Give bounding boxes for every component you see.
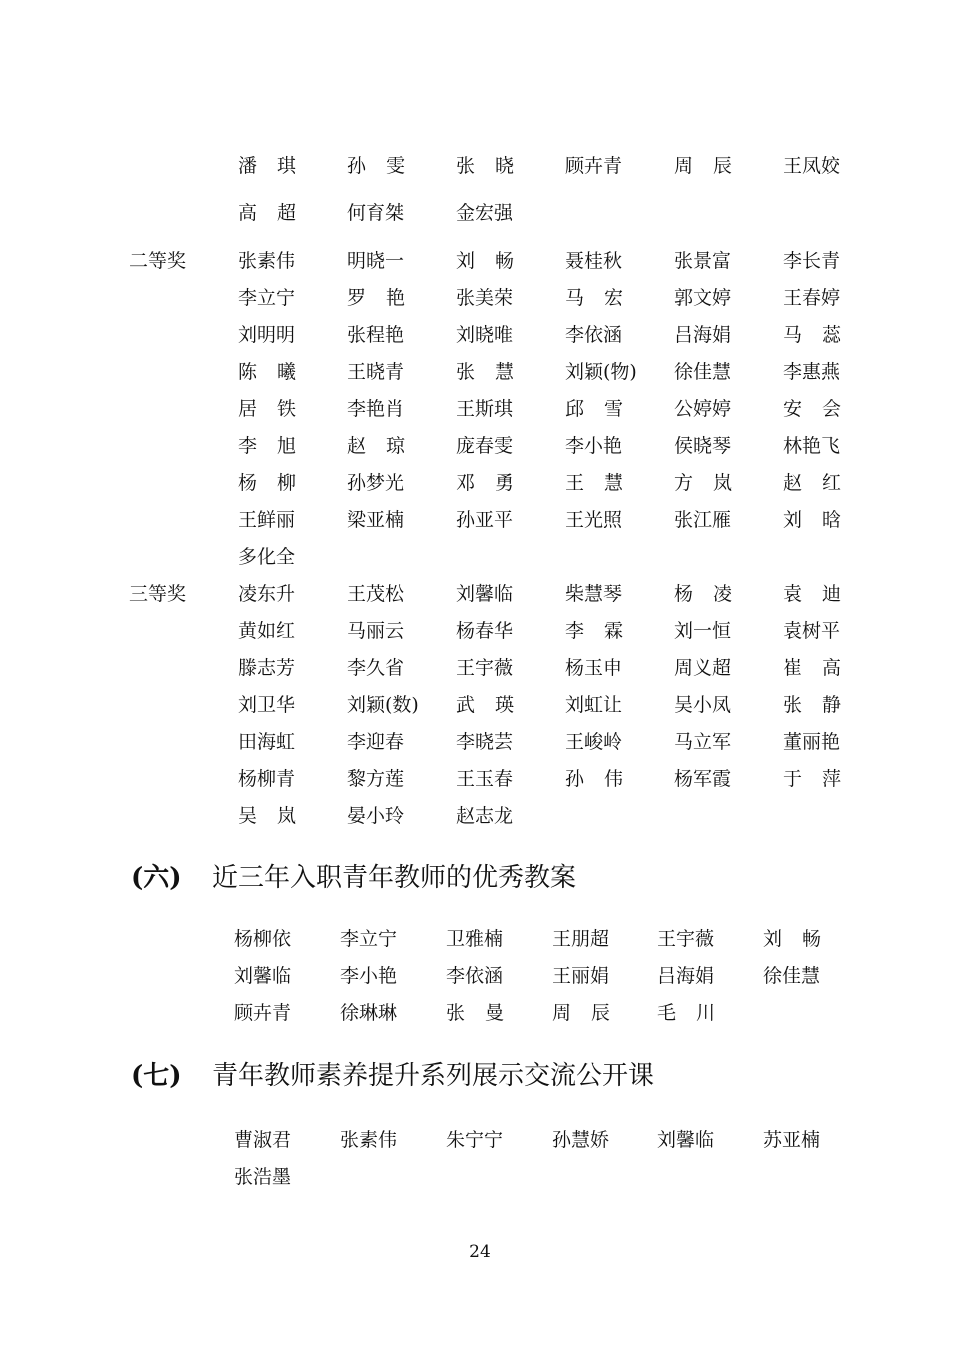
name-entry: 王春婷	[783, 287, 841, 309]
name-entry: 王宇薇	[456, 657, 514, 679]
name-entry: 马 蕊	[783, 324, 841, 346]
name-entry: 潘 琪	[238, 155, 296, 177]
name-entry: 庞春雯	[456, 435, 514, 457]
name-entry: 徐琳琳	[340, 1002, 398, 1024]
name-entry: 李久省	[347, 657, 405, 679]
name-entry: 刘晓唯	[456, 324, 514, 346]
name-entry: 王宇薇	[657, 928, 715, 950]
name-entry: 邱 雪	[565, 398, 623, 420]
name-entry: 杨柳青	[238, 768, 296, 790]
section-title: 近三年入职青年教师的优秀教案	[212, 863, 577, 893]
name-entry: 王晓青	[347, 361, 405, 383]
name-entry: 晏小玲	[347, 805, 405, 827]
name-entry: 刘 畅	[763, 928, 821, 950]
name-entry: 刘 畅	[456, 250, 514, 272]
name-entry: 李立宁	[238, 287, 296, 309]
name-entry: 朱宁宁	[446, 1129, 504, 1151]
name-entry: 杨 柳	[238, 472, 296, 494]
name-entry: 罗 艳	[347, 287, 405, 309]
name-entry: 王鲜丽	[238, 509, 296, 531]
name-entry: 周义超	[674, 657, 732, 679]
name-entry: 安 会	[783, 398, 841, 420]
name-entry: 崔 高	[783, 657, 841, 679]
name-entry: 李晓芸	[456, 731, 514, 753]
name-entry: 王光照	[565, 509, 623, 531]
name-entry: 吕海娟	[657, 965, 715, 987]
name-entry: 刘卫华	[238, 694, 296, 716]
name-entry: 侯晓琴	[674, 435, 732, 457]
name-entry: 马 宏	[565, 287, 623, 309]
name-entry: 刘馨临	[456, 583, 514, 605]
section-7-heading	[0, 1056, 960, 1096]
name-entry: 李迎春	[347, 731, 405, 753]
name-entry: 刘一恒	[674, 620, 732, 642]
name-entry: 马立军	[674, 731, 732, 753]
name-entry: 李艳肖	[347, 398, 405, 420]
name-entry: 周 辰	[552, 1002, 610, 1024]
name-entry: 杨柳依	[234, 928, 292, 950]
name-entry: 顾卉青	[234, 1002, 292, 1024]
name-entry: 刘颖(数)	[347, 694, 419, 716]
name-entry: 王丽娟	[552, 965, 610, 987]
name-entry: 何育桀	[347, 202, 405, 224]
name-entry: 张 晓	[456, 155, 514, 177]
name-entry: 李立宁	[340, 928, 398, 950]
prize-label-third: 三等奖	[129, 583, 187, 605]
name-entry: 李依涵	[565, 324, 623, 346]
name-entry: 方 岚	[674, 472, 732, 494]
name-entry: 马丽云	[347, 620, 405, 642]
name-entry: 王 慧	[565, 472, 623, 494]
name-entry: 杨军霞	[674, 768, 732, 790]
name-entry: 居 铁	[238, 398, 296, 420]
name-entry: 公婷婷	[674, 398, 732, 420]
name-entry: 孙慧娇	[552, 1129, 610, 1151]
name-entry: 吴小凤	[674, 694, 732, 716]
name-entry: 王斯琪	[456, 398, 514, 420]
name-entry: 赵志龙	[456, 805, 514, 827]
name-entry: 赵 琼	[347, 435, 405, 457]
name-entry: 金宏强	[456, 202, 514, 224]
name-entry: 高 超	[238, 202, 296, 224]
name-entry: 李依涵	[446, 965, 504, 987]
name-entry: 张程艳	[347, 324, 405, 346]
page-number: 24	[469, 1242, 491, 1262]
name-entry: 林艳飞	[783, 435, 841, 457]
name-entry: 多化全	[238, 546, 296, 568]
section-title: 青年教师素养提升系列展示交流公开课	[212, 1061, 655, 1091]
name-entry: 王凤姣	[783, 155, 841, 177]
name-entry: 邓 勇	[456, 472, 514, 494]
name-entry: 张美荣	[456, 287, 514, 309]
name-entry: 王朋超	[552, 928, 610, 950]
name-entry: 杨春华	[456, 620, 514, 642]
name-entry: 刘馨临	[234, 965, 292, 987]
name-entry: 刘馨临	[657, 1129, 715, 1151]
name-entry: 孙 伟	[565, 768, 623, 790]
name-entry: 曹淑君	[234, 1129, 292, 1151]
name-entry: 郭文婷	[674, 287, 732, 309]
name-entry: 杨玉申	[565, 657, 623, 679]
name-entry: 王玉春	[456, 768, 514, 790]
name-entry: 滕志芳	[238, 657, 296, 679]
name-entry: 刘虹让	[565, 694, 623, 716]
name-entry: 吕海娟	[674, 324, 732, 346]
name-entry: 陈 曦	[238, 361, 296, 383]
name-entry: 刘 晗	[783, 509, 841, 531]
name-entry: 于 萍	[783, 768, 841, 790]
name-entry: 杨 凌	[674, 583, 732, 605]
name-entry: 张 静	[783, 694, 841, 716]
section-number: (七)	[131, 1061, 182, 1091]
name-entry: 卫雅楠	[446, 928, 504, 950]
name-entry: 孙 雯	[347, 155, 405, 177]
name-entry: 李小艳	[565, 435, 623, 457]
name-entry: 田海虹	[238, 731, 296, 753]
name-entry: 凌东升	[238, 583, 296, 605]
name-entry: 黎方莲	[347, 768, 405, 790]
name-entry: 李惠燕	[783, 361, 841, 383]
name-entry: 李 旭	[238, 435, 296, 457]
name-entry: 李 霖	[565, 620, 623, 642]
name-entry: 柴慧琴	[565, 583, 623, 605]
name-entry: 张景富	[674, 250, 732, 272]
name-entry: 张 曼	[446, 1002, 504, 1024]
name-entry: 吴 岚	[238, 805, 296, 827]
name-entry: 李小艳	[340, 965, 398, 987]
name-entry: 袁树平	[783, 620, 841, 642]
name-entry: 苏亚楠	[763, 1129, 821, 1151]
name-entry: 张浩墨	[234, 1166, 292, 1188]
name-entry: 赵 红	[783, 472, 841, 494]
name-entry: 顾卉青	[565, 155, 623, 177]
name-entry: 张江雁	[674, 509, 732, 531]
section-number: (六)	[131, 863, 182, 893]
name-entry: 毛 川	[657, 1002, 715, 1024]
name-entry: 孙亚平	[456, 509, 514, 531]
name-entry: 袁 迪	[783, 583, 841, 605]
name-entry: 聂桂秋	[565, 250, 623, 272]
name-entry: 张 慧	[456, 361, 514, 383]
prize-label-second: 二等奖	[129, 250, 187, 272]
name-entry: 黄如红	[238, 620, 296, 642]
name-entry: 周 辰	[674, 155, 732, 177]
name-entry: 刘颖(物)	[565, 361, 637, 383]
name-entry: 梁亚楠	[347, 509, 405, 531]
name-entry: 孙梦光	[347, 472, 405, 494]
name-entry: 王峻岭	[565, 731, 623, 753]
name-entry: 明晓一	[347, 250, 405, 272]
name-entry: 董丽艳	[783, 731, 841, 753]
name-entry: 徐佳慧	[674, 361, 732, 383]
section-6-heading	[0, 858, 960, 898]
name-entry: 徐佳慧	[763, 965, 821, 987]
name-entry: 武 瑛	[456, 694, 514, 716]
name-entry: 王茂松	[347, 583, 405, 605]
name-entry: 刘明明	[238, 324, 296, 346]
name-entry: 张素伟	[340, 1129, 398, 1151]
name-entry: 张素伟	[238, 250, 296, 272]
name-entry: 李长青	[783, 250, 841, 272]
